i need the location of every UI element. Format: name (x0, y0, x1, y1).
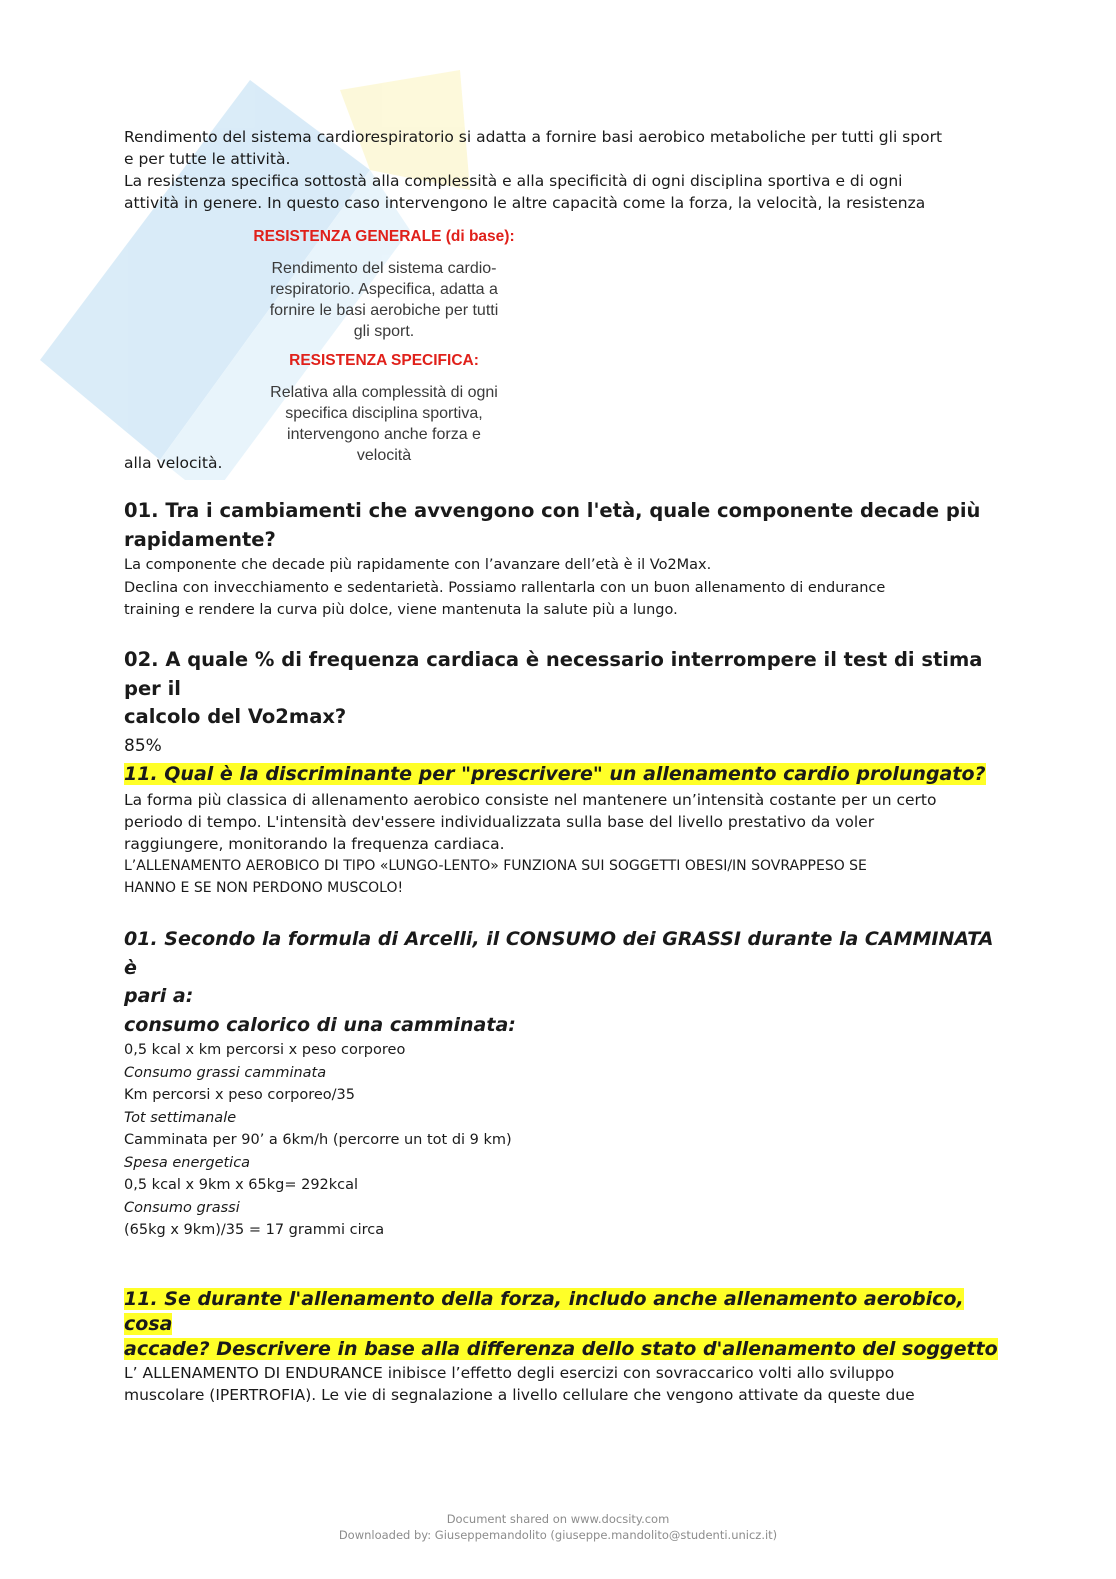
question-5-answer-line-2: muscolare (IPERTROFIA). Le vie di segnalazione a livello cellulare che vengono attivate da queste due (124, 1386, 915, 1404)
formula-line-9: (65kg x 9km)/35 = 17 grammi circa (124, 1222, 385, 1238)
specific-resistance-title: RESISTENZA SPECIFICA: (289, 352, 479, 369)
question-3-caps-line-2: HANNO E SE NON PERDONO MUSCOLO! (124, 879, 404, 896)
page-footer (0, 1511, 1116, 1543)
formula-line-4: Tot settimanale (124, 1109, 237, 1126)
question-1-answer-line-1: La componente che decade più rapidamente con l’avanzare dell’età è il Vo2Max. (124, 557, 712, 573)
formula-line-2: Consumo grassi camminata (124, 1064, 327, 1081)
question-5-title-line-1 (124, 1287, 1004, 1337)
question-3-answer-line-1: La forma più classica di allenamento aerobico consiste nel mantenere un’intensità costante per un certo (124, 790, 937, 809)
intro-line-2: e per tutte le attività. (124, 150, 291, 168)
question-5-title-line-2 (124, 1337, 1004, 1362)
question-5-title-text-2: accade? Descrivere in base alla differenza dello stato d'allenamento del soggetto (124, 1338, 998, 1360)
formula-line-7: 0,5 kcal x 9km x 65kg= 292kcal (124, 1177, 359, 1193)
question-2-title-line-2: calcolo del Vo2max? (124, 705, 347, 728)
intro-paragraph (124, 126, 942, 214)
question-1-answer-line-3: training e rendere la curva più dolce, viene mantenuta la salute più a lungo. (124, 602, 678, 618)
specific-line-3: intervengono anche forza e (287, 426, 481, 443)
question-2-answer: 85% (124, 735, 162, 756)
formula-line-8: Consumo grassi (124, 1199, 240, 1216)
formula-line-5: Camminata per 90’ a 6km/h (percorre un tot di 9 km) (124, 1132, 512, 1148)
formula-line-6: Spesa energetica (124, 1154, 251, 1171)
question-3-answer-line-2: periodo di tempo. L'intensità dev'essere individualizzata sulla base del livello prestativo da voler (124, 812, 875, 831)
intro-tail: alla velocità. (124, 454, 223, 472)
intro-line-4: attività in genere. In questo caso intervengono le altre capacità come la forza, la velocità, la resistenza (124, 194, 926, 212)
specific-line-2: specifica disciplina sportiva, (285, 405, 483, 422)
question-3-caps-line-1: L’ALLENAMENTO AEROBICO DI TIPO «LUNGO-LENTO» FUNZIONA SUI SOGGETTI OBESI/IN SOVRAPPESO SE (124, 857, 867, 874)
general-resistance-title: RESISTENZA GENERALE (di base): (253, 228, 515, 245)
question-3-title (124, 760, 1004, 789)
general-line-1: Rendimento del sistema cardio- (271, 260, 497, 277)
question-4 (124, 925, 1004, 1242)
intro-line-3: La resistenza specifica sottostà alla complessità e alla specificità di ogni disciplina sportiva e di ogni (124, 172, 903, 190)
question-5-title-text-1: 11. Se durante l'allenamento della forza, includo anche allenamento aerobico, cosa (124, 1288, 964, 1335)
question-4-title-line-2: pari a: (124, 985, 194, 1007)
question-4-title-line-1: 01. Secondo la formula di Arcelli, il CONSUMO dei GRASSI durante la CAMMINATA è (124, 928, 994, 979)
question-3 (124, 760, 1004, 899)
question-5-answer-line-1: L’ ALLENAMENTO DI ENDURANCE inibisce l’effetto degli esercizi con sovraccarico volti allo sviluppo (124, 1364, 895, 1382)
specific-line-1: Relativa alla complessità di ogni (270, 384, 498, 401)
formula-line-1: 0,5 kcal x km percorsi x peso corporeo (124, 1042, 406, 1058)
general-line-4: gli sport. (353, 323, 415, 340)
question-4-subtitle: consumo calorico di una camminata: (124, 1013, 516, 1036)
question-5 (124, 1287, 1004, 1406)
formula-line-3: Km percorsi x peso corporeo/35 (124, 1087, 356, 1103)
resistance-diagram (234, 226, 534, 466)
intro-line-1: Rendimento del sistema cardiorespiratorio si adatta a fornire basi aerobico metaboliche per tutti gli sport (124, 128, 943, 146)
question-2 (124, 646, 1004, 760)
question-3-answer-line-3: raggiungere, monitorando la frequenza cardiaca. (124, 834, 505, 853)
question-1-title-line-2: rapidamente? (124, 527, 276, 551)
question-1-answer-line-2: Declina con invecchiamento e sedentarietà. Possiamo rallentarla con un buon allenamento di endurance (124, 579, 886, 596)
general-line-2: respiratorio. Aspecifica, adatta a (270, 281, 498, 298)
specific-line-4: velocità (356, 447, 412, 464)
question-2-title-line-1: 02. A quale % di frequenza cardiaca è necessario interrompere il test di stima per il (124, 648, 983, 700)
general-line-3: fornire le basi aerobiche per tutti (269, 302, 499, 319)
question-1 (124, 497, 1004, 622)
footer-shared-link[interactable]: Document shared on www.docsity.com (446, 1512, 670, 1526)
footer-downloaded-by: Downloaded by: Giuseppemandolito (giuseppe.mandolito@studenti.unicz.it) (338, 1528, 778, 1542)
question-1-title-line-1: 01. Tra i cambiamenti che avvengono con l'età, quale componente decade più (124, 499, 981, 522)
question-3-title-text: 11. Qual è la discriminante per "prescrivere" un allenamento cardio prolungato? (124, 763, 986, 785)
